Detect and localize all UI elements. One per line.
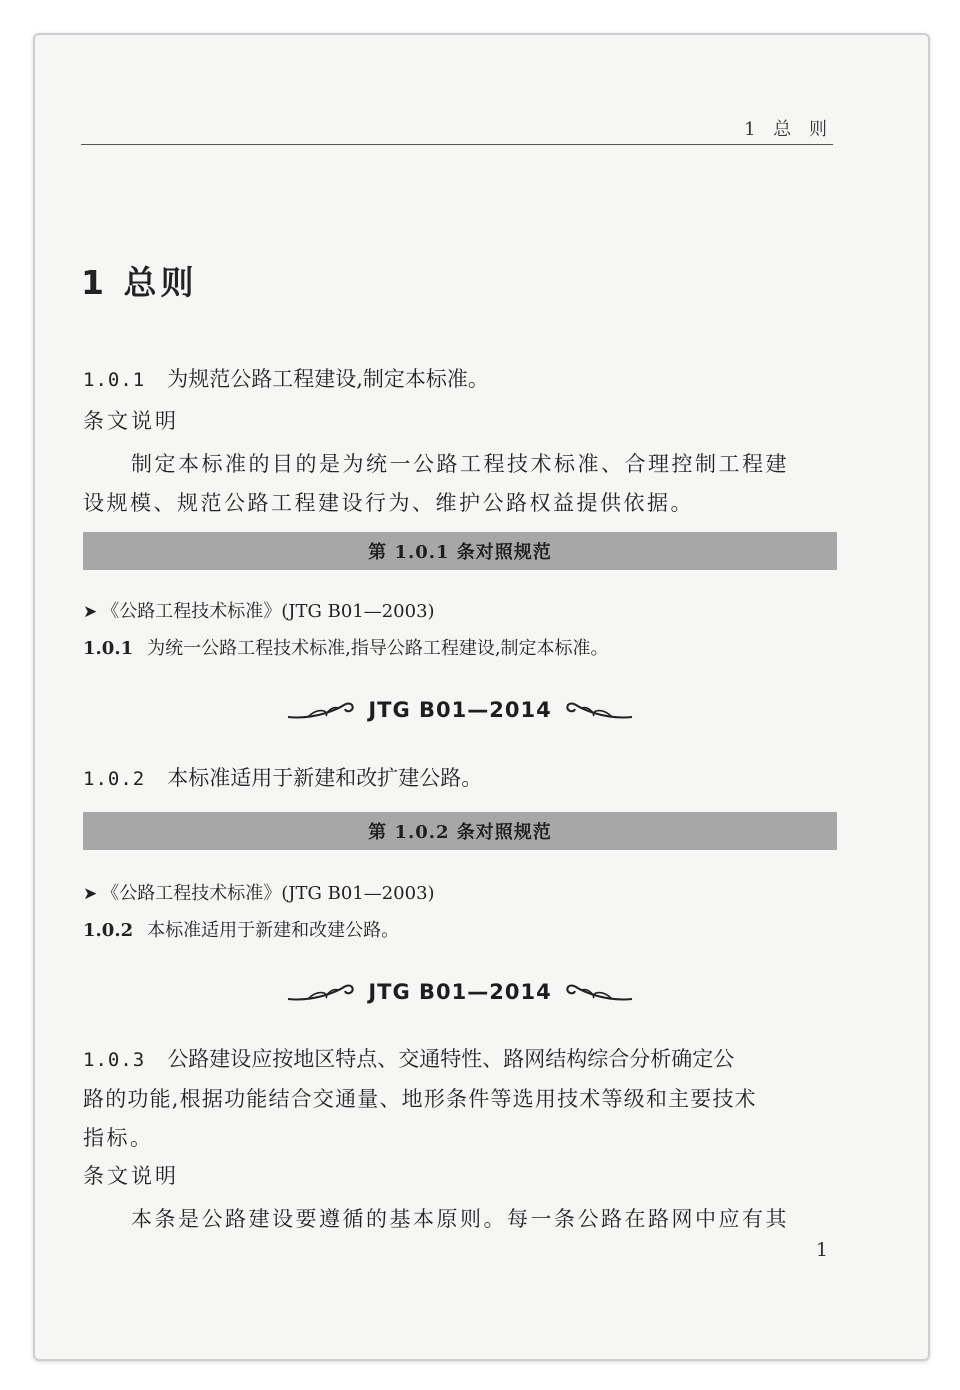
- reference-title: [83, 597, 435, 623]
- standard-code: JTG B01—2014: [368, 980, 552, 1004]
- chapter-title: 1 总则: [81, 263, 198, 302]
- reference-clause-number: 1.0.2: [83, 920, 134, 941]
- arrow-icon: ➤: [83, 602, 98, 622]
- standard-ornament: [285, 977, 635, 1007]
- header-rule: [81, 144, 833, 145]
- note-line: 设规模、规范公路工程建设行为、维护公路权益提供依据。: [83, 491, 694, 515]
- clause-line: 指标。: [83, 1126, 154, 1150]
- document-page: [33, 33, 930, 1361]
- flourish-left-icon: [286, 699, 356, 721]
- flourish-left-icon: [286, 981, 356, 1003]
- reference-clause: [83, 634, 609, 660]
- reference-clause-number: 1.0.1: [83, 638, 134, 659]
- standard-code: JTG B01—2014: [368, 698, 552, 722]
- note-line: 本条是公路建设要遵循的基本原则。每一条公路在路网中应有其: [131, 1207, 789, 1231]
- reference-title-text: 《公路工程技术标准》(JTG B01—2003): [101, 601, 435, 622]
- arrow-icon: ➤: [83, 884, 98, 904]
- clause-1-0-2: [83, 762, 482, 792]
- clause-text: 本标准适用于新建和改扩建公路。: [167, 766, 483, 790]
- clause-line: 路的功能,根据功能结合交通量、地形条件等选用技术等级和主要技术: [83, 1087, 757, 1111]
- note-label: 条文说明: [83, 1164, 179, 1188]
- clause-1-0-1: [83, 363, 489, 393]
- reference-clause-text: 本标准适用于新建和改建公路。: [147, 920, 400, 941]
- note-label: 条文说明: [83, 409, 179, 433]
- reference-clause-text: 为统一公路工程技术标准,指导公路工程建设,制定本标准。: [147, 638, 609, 659]
- flourish-right-icon: [564, 699, 634, 721]
- clause-text: 公路建设应按地区特点、交通特性、路网结构综合分析确定公: [167, 1047, 735, 1071]
- clause-number: 1.0.1: [83, 369, 146, 391]
- comparison-bar: 第 1.0.2 条对照规范: [83, 812, 837, 850]
- running-header: 1 总 则: [744, 119, 833, 140]
- comparison-bar: 第 1.0.1 条对照规范: [83, 532, 837, 570]
- standard-ornament: [285, 695, 635, 725]
- page-number: 1: [815, 1239, 828, 1261]
- clause-number: 1.0.2: [83, 768, 146, 790]
- clause-number: 1.0.3: [83, 1049, 146, 1071]
- reference-title: [83, 879, 435, 905]
- note-line: 制定本标准的目的是为统一公路工程技术标准、合理控制工程建: [131, 452, 789, 476]
- clause-text: 为规范公路工程建设,制定本标准。: [167, 367, 489, 391]
- clause-1-0-3: [83, 1043, 734, 1073]
- reference-title-text: 《公路工程技术标准》(JTG B01—2003): [101, 883, 435, 904]
- flourish-right-icon: [564, 981, 634, 1003]
- reference-clause: [83, 916, 399, 942]
